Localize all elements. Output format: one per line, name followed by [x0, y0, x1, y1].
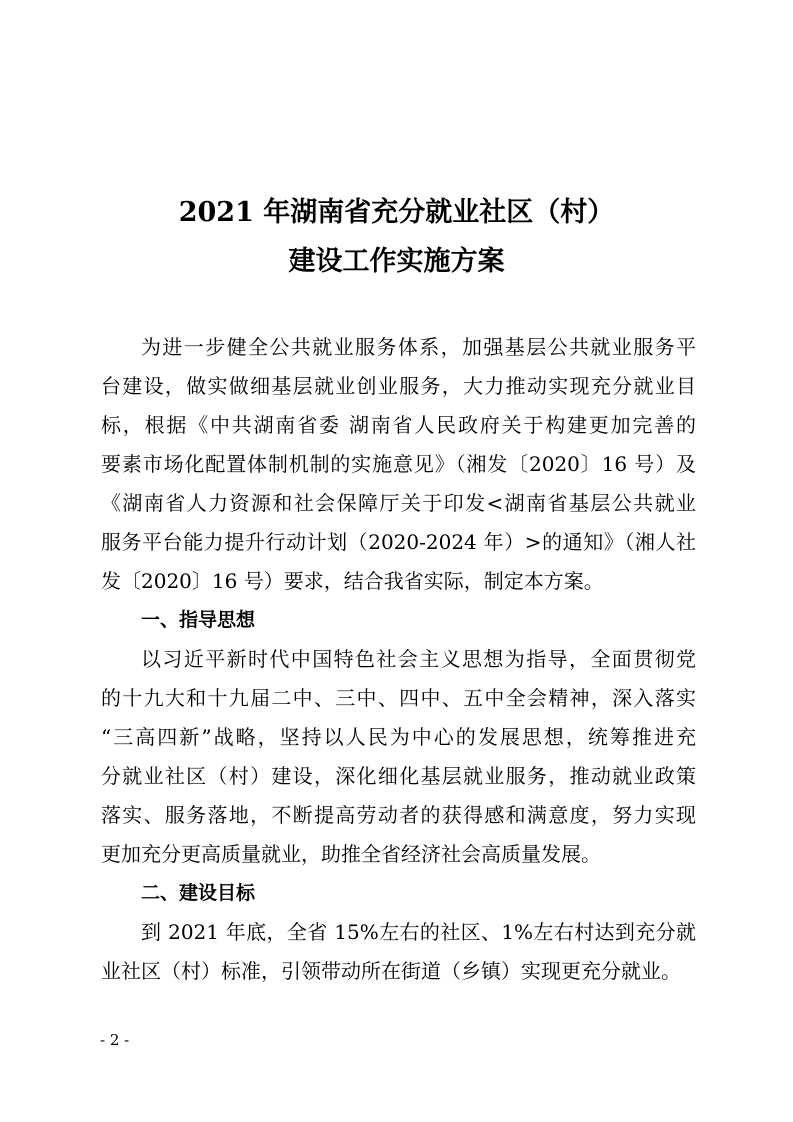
section-heading-guiding-ideology: 一、指导思想: [141, 609, 256, 631]
section-1-paragraph-line: 更加充分更高质量就业，助推全省经济社会高质量发展。: [101, 842, 601, 866]
section-1-paragraph-line: 落实、服务落地，不断提高劳动者的获得感和满意度，努力实现: [101, 803, 696, 827]
intro-paragraph-line: 发〔2020〕16 号）要求，结合我省实际，制定本方案。: [101, 569, 604, 593]
intro-paragraph-line: 要素市场化配置体制机制的实施意见》（湘发〔2020〕16 号）及: [101, 452, 696, 476]
section-1-paragraph-line: 分就业社区（村）建设，深化细化基层就业服务，推动就业政策: [101, 764, 696, 788]
page-number: - 2 -: [100, 1031, 130, 1049]
document-title-line-2: 建设工作实施方案: [288, 246, 505, 277]
intro-paragraph-line: 《湖南省人力资源和社会保障厅关于印发<湖南省基层公共就业: [101, 491, 696, 515]
document-title-line-1: 2021 年湖南省充分就业社区（村）: [178, 197, 615, 228]
intro-paragraph-line: 服务平台能力提升行动计划（2020-2024 年）>的通知》（湘人社: [101, 530, 696, 554]
intro-paragraph-line: 为进一步健全公共就业服务体系，加强基层公共就业服务平: [141, 335, 696, 359]
intro-paragraph-line: 台建设，做实做细基层就业创业服务，大力推动实现充分就业目: [101, 374, 696, 398]
section-1-paragraph-line: 以习近平新时代中国特色社会主义思想为指导，全面贯彻党: [141, 647, 696, 671]
intro-paragraph-line: 标，根据《中共湖南省委 湖南省人民政府关于构建更加完善的: [101, 413, 696, 437]
section-heading-construction-goals: 二、建设目标: [141, 882, 256, 904]
section-1-paragraph-line: 的十九大和十九届二中、三中、四中、五中全会精神，深入落实: [101, 686, 696, 710]
section-1-paragraph-line: “三高四新”战略，坚持以人民为中心的发展思想，统筹推进充: [101, 725, 696, 749]
section-2-paragraph-line: 业社区（村）标准，引领带动所在街道（乡镇）实现更充分就业。: [101, 959, 681, 983]
section-2-paragraph-line: 到 2021 年底，全省 15%左右的社区、1%左右村达到充分就: [141, 920, 696, 944]
